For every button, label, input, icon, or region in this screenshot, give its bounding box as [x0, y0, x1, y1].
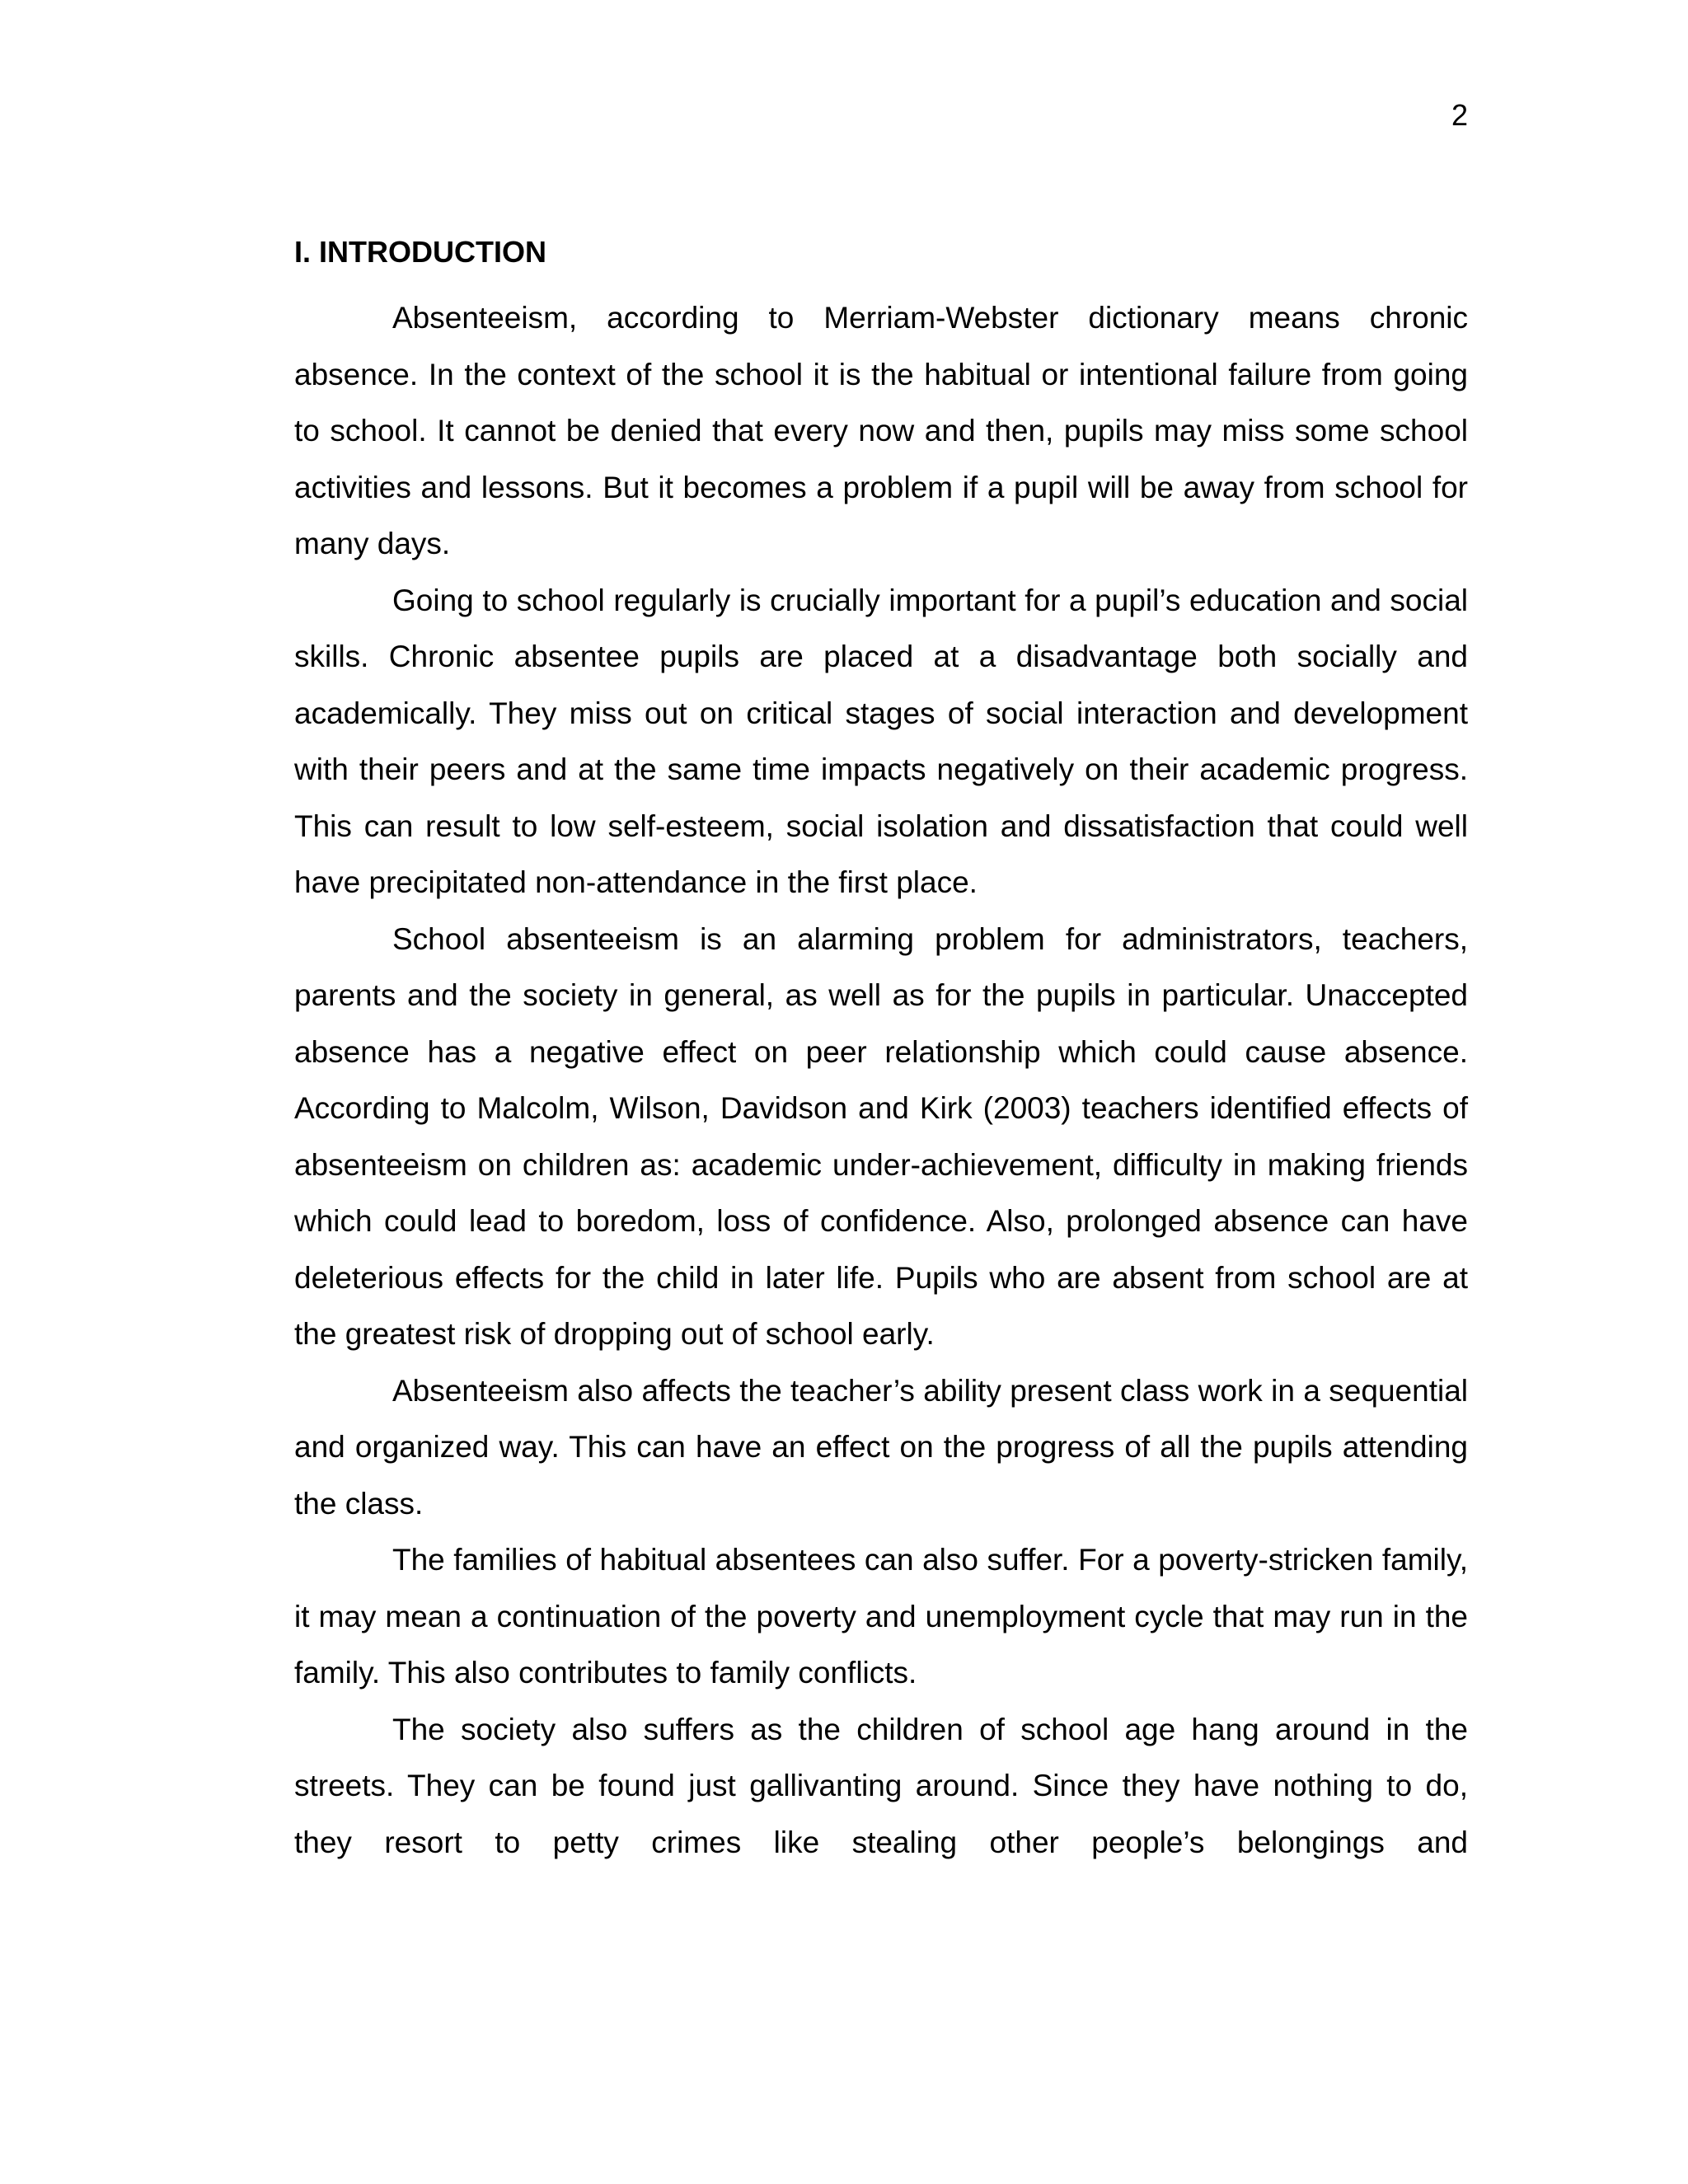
paragraph-absenteeism-definition: Absenteeism, according to Merriam-Webster dictionary means chronic absence. In the context of the school it is the habitual or intentional failure from going to school. It cannot be denied that every now and then, pupils may miss some school activities and lessons. But it becomes a problem if a pupil will be away from school for many days.: [294, 301, 1468, 560]
paragraph-alarming-problem: School absenteeism is an alarming problem for administrators, teachers, parents and the society in general, as well as for the pupils in particular. Unaccepted absence has a negative effect on peer relationship which could cause absence. According to Malcolm, Wilson, Davidson and Kirk (2003) teachers identified effects of absenteeism on children as: academic under-achievement, difficulty in making friends which could lead to boredom, loss of confidence. Also, prolonged absence can have deleterious effects for the child in later life. Pupils who are absent from school are at the greatest risk of dropping out of school early.: [294, 921, 1468, 1351]
section-heading: I. INTRODUCTION: [294, 235, 546, 269]
paragraph-teacher-impact: Absenteeism also affects the teacher’s ability present class work in a sequential and organized way. This can have an effect on the progress of all the pupils attending the class.: [294, 1373, 1468, 1521]
page-number: 2: [1451, 98, 1468, 132]
paragraph-society-impact: The society also suffers as the children of school age hang around in the streets. They can be found just gallivanting around. Since they have nothing to do, they resort to petty crimes like stealing other people’s belongings and: [294, 1712, 1468, 1859]
document-body: [294, 232, 1468, 1871]
paragraph-family-impact: The families of habitual absentees can also suffer. For a poverty-stricken family, it may mean a continuation of the poverty and unemployment cycle that may run in the family. This also contributes to family conflicts.: [294, 1543, 1468, 1690]
paragraph-school-importance: Going to school regularly is crucially important for a pupil’s education and social skills. Chronic absentee pupils are placed at a disadvantage both socially and academically. They miss out on critical stages of social interaction and development with their peers and at the same time impacts negatively on their academic progress. This can result to low self-esteem, social isolation and dissatisfaction that could well have precipitated non-attendance in the first place.: [294, 583, 1468, 899]
